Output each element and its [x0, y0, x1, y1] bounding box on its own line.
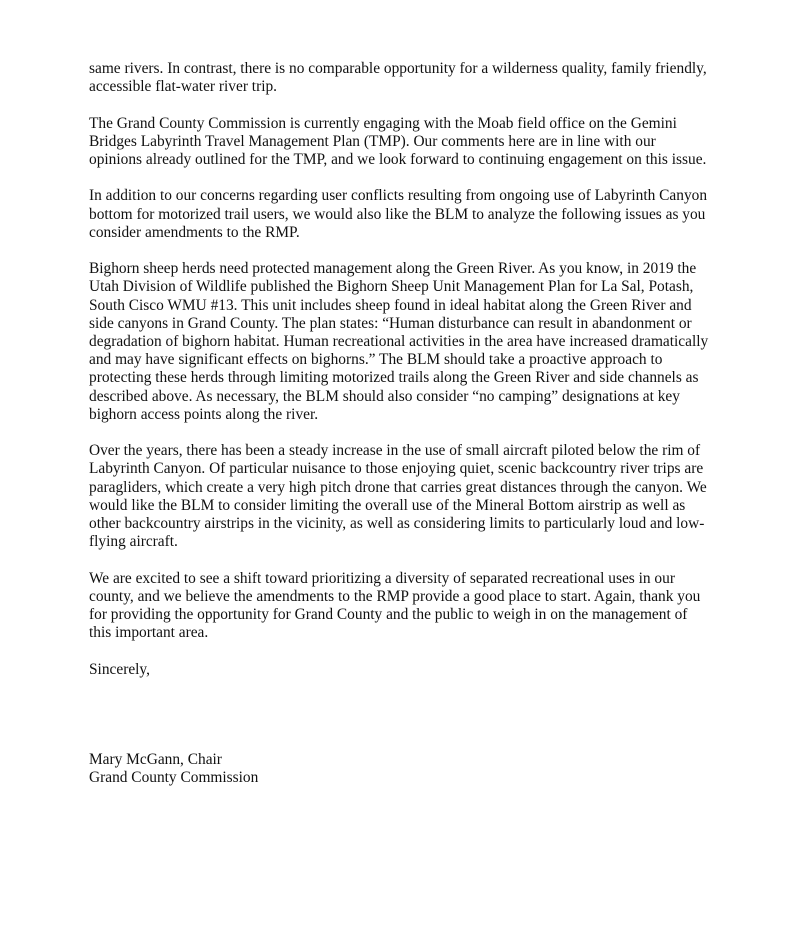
signatory-name: Mary McGann, Chair [89, 750, 222, 768]
signatory-organization: Grand County Commission [89, 769, 259, 787]
signature-block [89, 751, 709, 787]
paragraph-bighorn-sheep: Bighorn sheep herds need protected management along the Green River. As you know, in 2019 the Utah Division of Wildlife published the Bighorn Sheep Unit Management Plan for La Sal, Potash, South Cisco WMU #13. This unit includes sheep found in ideal habitat along the Green River and side canyons in Grand County. The plan states: “Human disturbance can result in abandonment or degradation of bighorn habitat. Human recreational activities in the area have increased dramatically and may have significant effects on bighorns.” The BLM should take a proactive approach to protecting these herds through limiting motorized trails along the Green River and side channels as described above. As necessary, the BLM should also consider “no camping” designations at key bighorn access points along the river. [89, 260, 709, 423]
paragraph-travel-management-plan: The Grand County Commission is currently engaging with the Moab field office on the Gemini Bridges Labyrinth Travel Management Plan (TMP). Our comments here are in line with our opinions already outlined for the TMP, and we look forward to continuing engagement on this issue. [89, 114, 707, 168]
paragraph-river-trip: same rivers. In contrast, there is no comparable opportunity for a wilderness quality, family friendly, accessible flat-water river trip. [89, 60, 707, 96]
paragraph-user-conflicts: In addition to our concerns regarding user conflicts resulting from ongoing use of Labyrinth Canyon bottom for motorized trail users, we would also like the BLM to analyze the following issues as you consider amendments to the RMP. [89, 187, 708, 241]
closing-salutation: Sincerely, [89, 660, 150, 678]
letter-body [89, 60, 709, 787]
paragraph-aircraft: Over the years, there has been a steady increase in the use of small aircraft piloted below the rim of Labyrinth Canyon. Of particular nuisance to those enjoying quiet, scenic backcountry river trips are paragliders, which create a very high pitch drone that carries great distances through the canyon. We would like the BLM to consider limiting the overall use of the Mineral Bottom airstrip as well as other backcountry airstrips in the vicinity, as well as considering limits to particularly loud and low-flying aircraft. [89, 442, 707, 551]
paragraph-conclusion: We are excited to see a shift toward prioritizing a diversity of separated recreational uses in our county, and we believe the amendments to the RMP provide a good place to start. Again, thank you for providing the opportunity for Grand County and the public to weigh in on the management of this important area. [89, 569, 701, 642]
